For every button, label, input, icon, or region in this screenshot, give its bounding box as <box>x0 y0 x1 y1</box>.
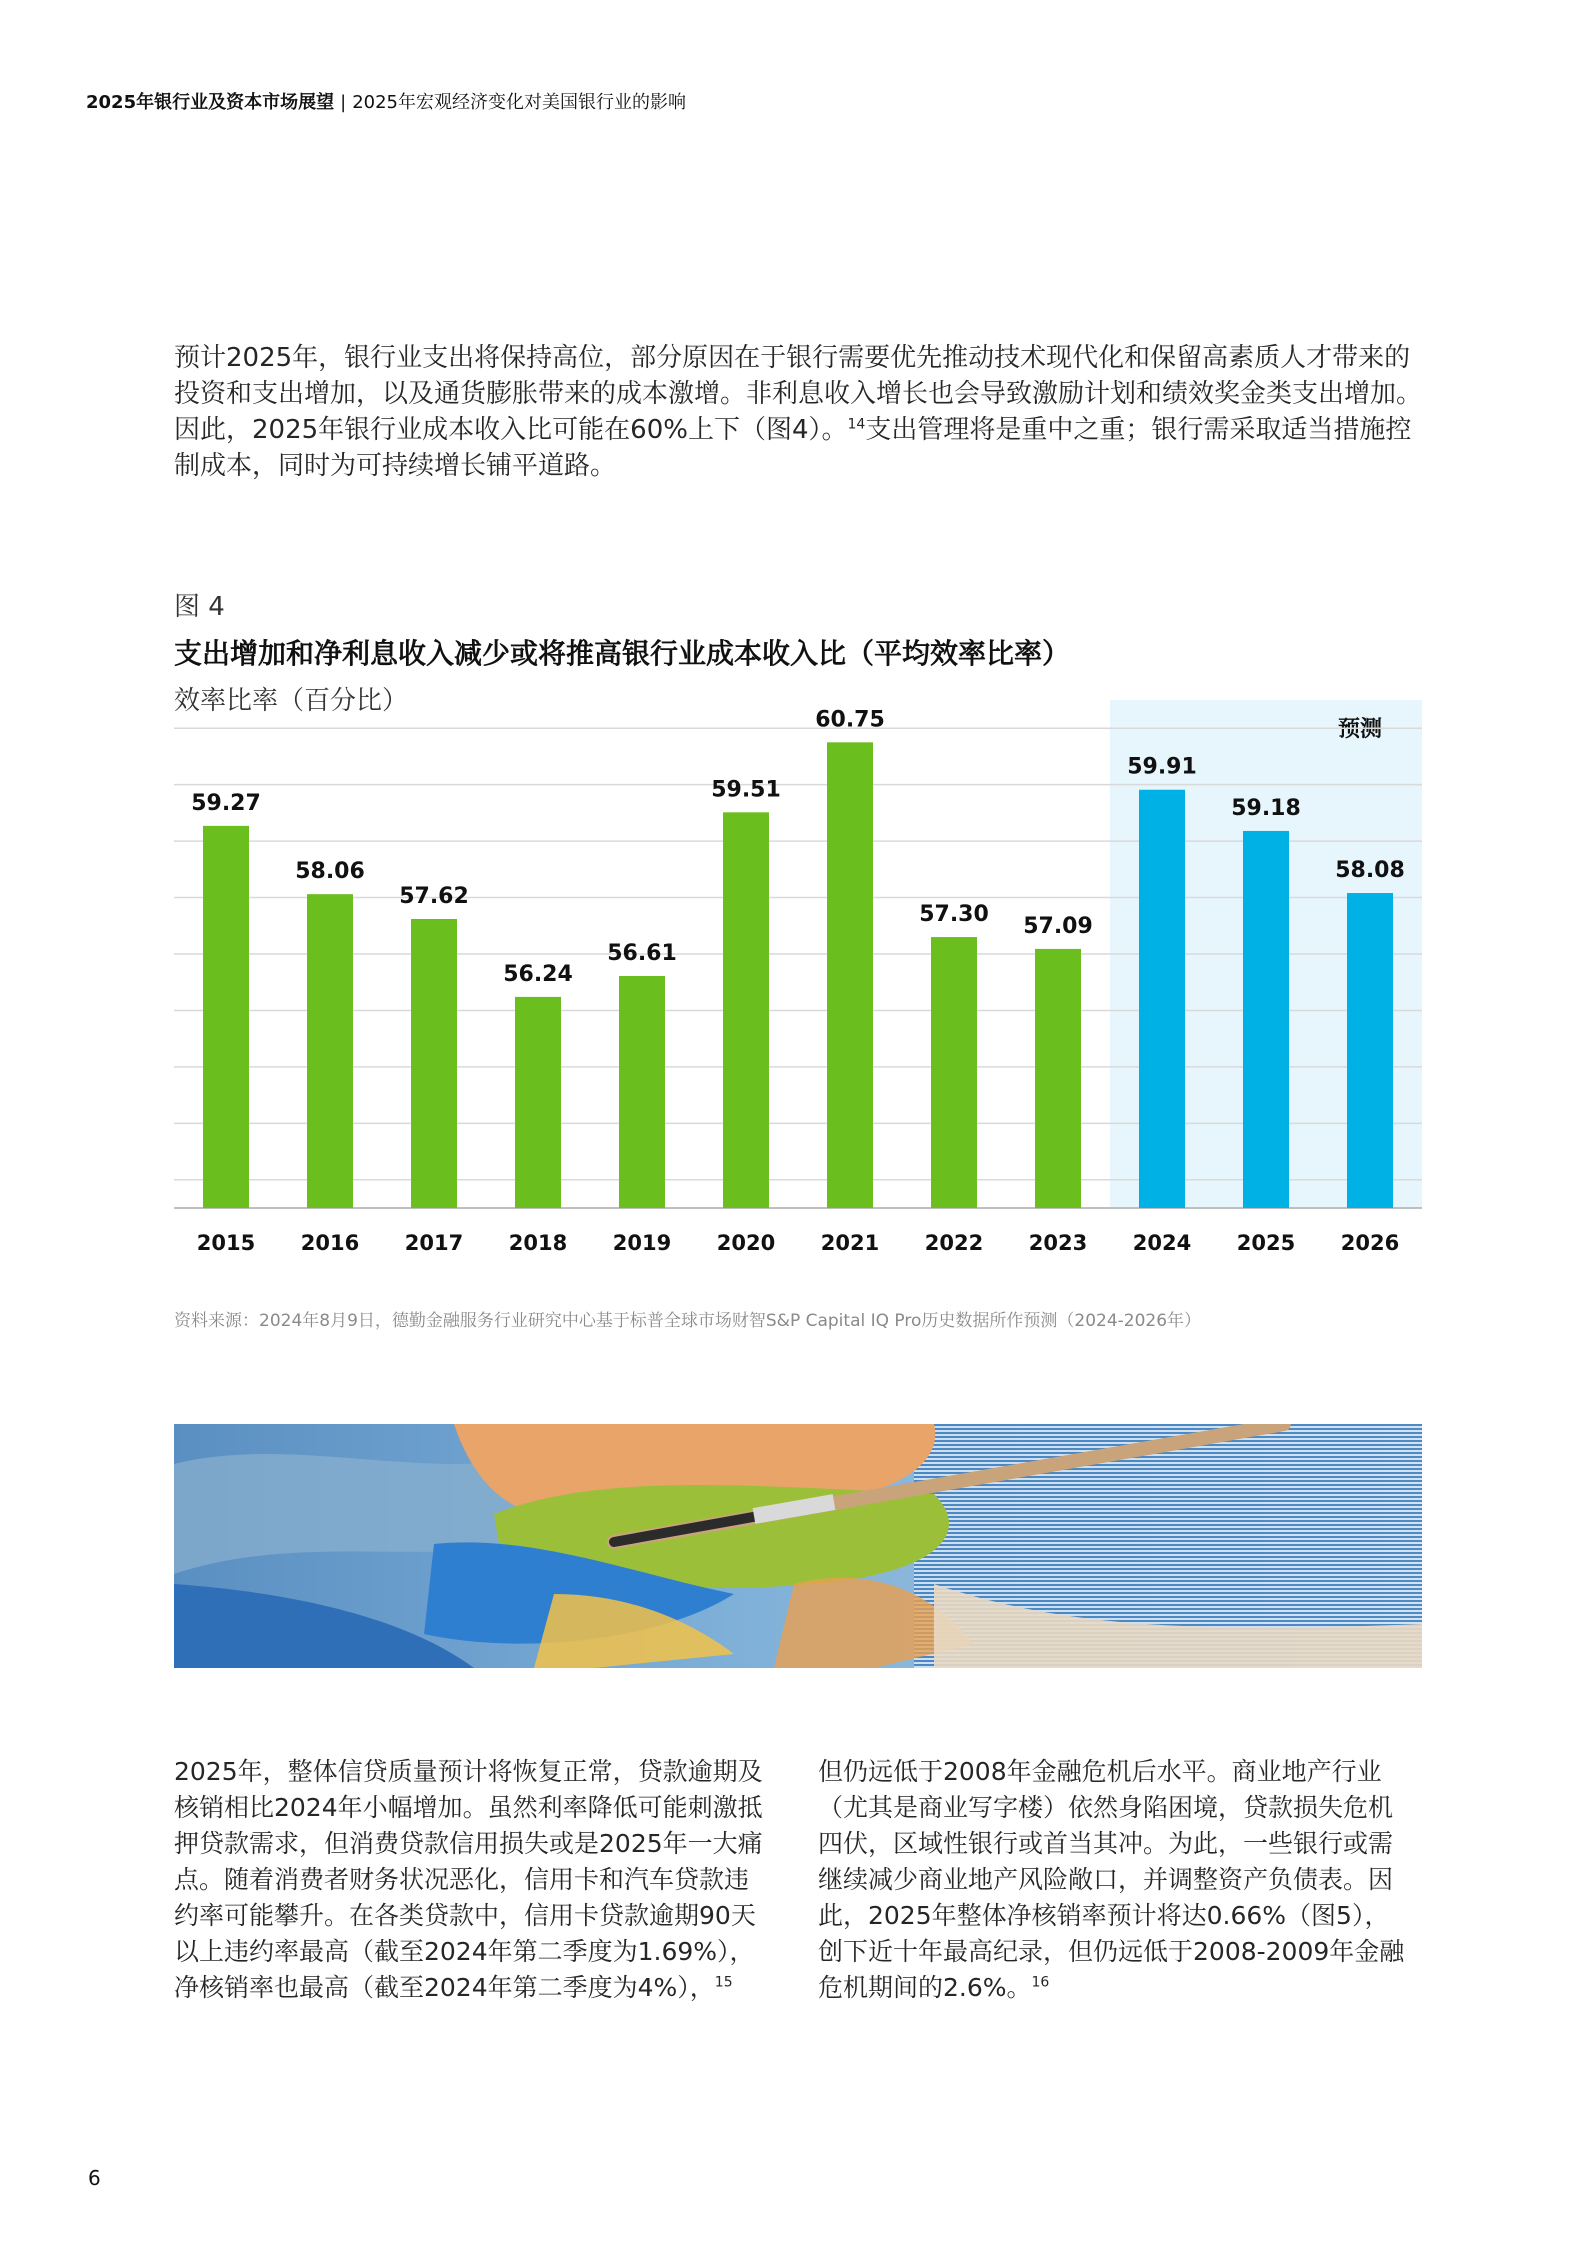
bar-2024 <box>1139 790 1185 1208</box>
body-line: 押贷款需求，但消费贷款信用损失或是2025年一大痛 <box>174 1829 763 1858</box>
forecast-label: 预测 <box>1337 717 1382 742</box>
x-tick-2017: 2017 <box>404 1231 464 1255</box>
x-tick-2019: 2019 <box>612 1231 672 1255</box>
page-number: 6 <box>88 2166 101 2190</box>
body-line: 2025年，整体信贷质量预计将恢复正常，贷款逾期及 <box>174 1757 763 1786</box>
body-right-column <box>818 1754 1428 2006</box>
x-tick-2022: 2022 <box>924 1231 984 1255</box>
bar-2021 <box>827 742 873 1208</box>
data-label-2021: 60.75 <box>815 707 885 733</box>
intro-line: 预计2025年，银行业支出将保持高位，部分原因在于银行需要优先推动技术现代化和保留高素质人才带来的 <box>174 343 1411 373</box>
figure-title: 支出增加和净利息收入减少或将推高银行业成本收入比（平均效率比率） <box>174 637 1071 670</box>
data-label-2017: 57.62 <box>399 884 469 910</box>
body-line: 创下近十年最高纪录，但仍远低于2008-2009年金融 <box>818 1937 1405 1966</box>
footnote-ref: 14 <box>847 416 866 433</box>
x-tick-2018: 2018 <box>508 1231 568 1255</box>
decorative-paintbrush-image <box>174 1424 1422 1668</box>
intro-line: 投资和支出增加，以及通货膨胀带来的成本激增。非利息收入增长也会导致激励计划和绩效奖金类支出增加。 <box>174 379 1423 409</box>
body-line: （尤其是商业写字楼）依然身陷困境，贷款损失危机 <box>818 1793 1394 1822</box>
body-line: 点。随着消费者财务状况恶化，信用卡和汽车贷款违 <box>174 1865 750 1894</box>
footnote-ref: 16 <box>1031 1974 1050 1991</box>
data-label-2020: 59.51 <box>711 777 781 803</box>
figure-label: 图 4 <box>174 592 225 622</box>
intro-line: 制成本，同时为可持续增长铺平道路。 <box>174 451 617 481</box>
body-line-text: 危机期间的2.6%。 <box>818 1973 1032 2002</box>
bar-2025 <box>1243 831 1289 1208</box>
body-line <box>818 1970 1428 2006</box>
x-tick-2023: 2023 <box>1028 1231 1088 1255</box>
body-line-text: 净核销率也最高（截至2024年第二季度为4%）， <box>174 1973 715 2002</box>
bar-2015 <box>203 826 249 1208</box>
body-line: 核销相比2024年小幅增加。虽然利率降低可能刺激抵 <box>174 1793 763 1822</box>
data-label-2019: 56.61 <box>607 941 677 967</box>
x-tick-2026: 2026 <box>1340 1231 1400 1255</box>
data-label-2022: 57.30 <box>919 902 989 928</box>
body-line: 四伏，区域性银行或首当其冲。为此，一些银行或需 <box>818 1829 1394 1858</box>
intro-line-part: 因此，2025年银行业成本收入比可能在60%上下（图4）。 <box>174 415 848 445</box>
chart-source-note: 资料来源：2024年8月9日，德勤金融服务行业研究中心基于标普全球市场财智S&P Capital IQ Pro历史数据所作预测（2024-2026年） <box>174 1311 1202 1331</box>
data-label-2023: 57.09 <box>1023 913 1093 939</box>
x-tick-2024: 2024 <box>1132 1231 1192 1255</box>
data-label-2025: 59.18 <box>1231 795 1301 821</box>
header-title: 2025年银行业及资本市场展望 <box>86 92 335 113</box>
footnote-ref: 15 <box>714 1974 733 1991</box>
data-label-2024: 59.91 <box>1127 754 1197 780</box>
bar-2018 <box>515 997 561 1208</box>
bar-2017 <box>411 919 457 1208</box>
header-subtitle: 2025年宏观经济变化对美国银行业的影响 <box>352 92 686 113</box>
bar-2026 <box>1347 893 1393 1208</box>
bar-2019 <box>619 976 665 1208</box>
data-label-2016: 58.06 <box>295 859 365 885</box>
x-tick-2020: 2020 <box>716 1231 776 1255</box>
intro-line-part: 支出管理将是重中之重；银行需采取适当措施控 <box>865 415 1412 445</box>
body-line: 以上违约率最高（截至2024年第二季度为1.69%）， <box>174 1937 755 1966</box>
body-line <box>174 1970 784 2006</box>
body-line: 继续减少商业地产风险敞口，并调整资产负债表。因 <box>818 1865 1394 1894</box>
data-label-2015: 59.27 <box>191 790 261 816</box>
bar-2016 <box>307 894 353 1208</box>
x-tick-2015: 2015 <box>196 1231 256 1255</box>
x-tick-2021: 2021 <box>820 1231 880 1255</box>
body-line: 约率可能攀升。在各类贷款中，信用卡贷款逾期90天 <box>174 1901 756 1930</box>
x-tick-2016: 2016 <box>300 1231 360 1255</box>
body-line: 此，2025年整体净核销率预计将达0.66%（图5）， <box>818 1901 1390 1930</box>
data-label-2026: 58.08 <box>1335 858 1405 884</box>
data-label-2018: 56.24 <box>503 961 573 987</box>
bar-2023 <box>1035 949 1081 1208</box>
figure-axis-unit: 效率比率（百分比） <box>174 686 409 716</box>
x-tick-2025: 2025 <box>1236 1231 1296 1255</box>
bar-2020 <box>723 812 769 1208</box>
bar-2022 <box>931 937 977 1208</box>
body-left-column <box>174 1754 784 2006</box>
body-line: 但仍远低于2008年金融危机后水平。商业地产行业 <box>818 1757 1382 1786</box>
header-separator: | <box>340 92 347 113</box>
